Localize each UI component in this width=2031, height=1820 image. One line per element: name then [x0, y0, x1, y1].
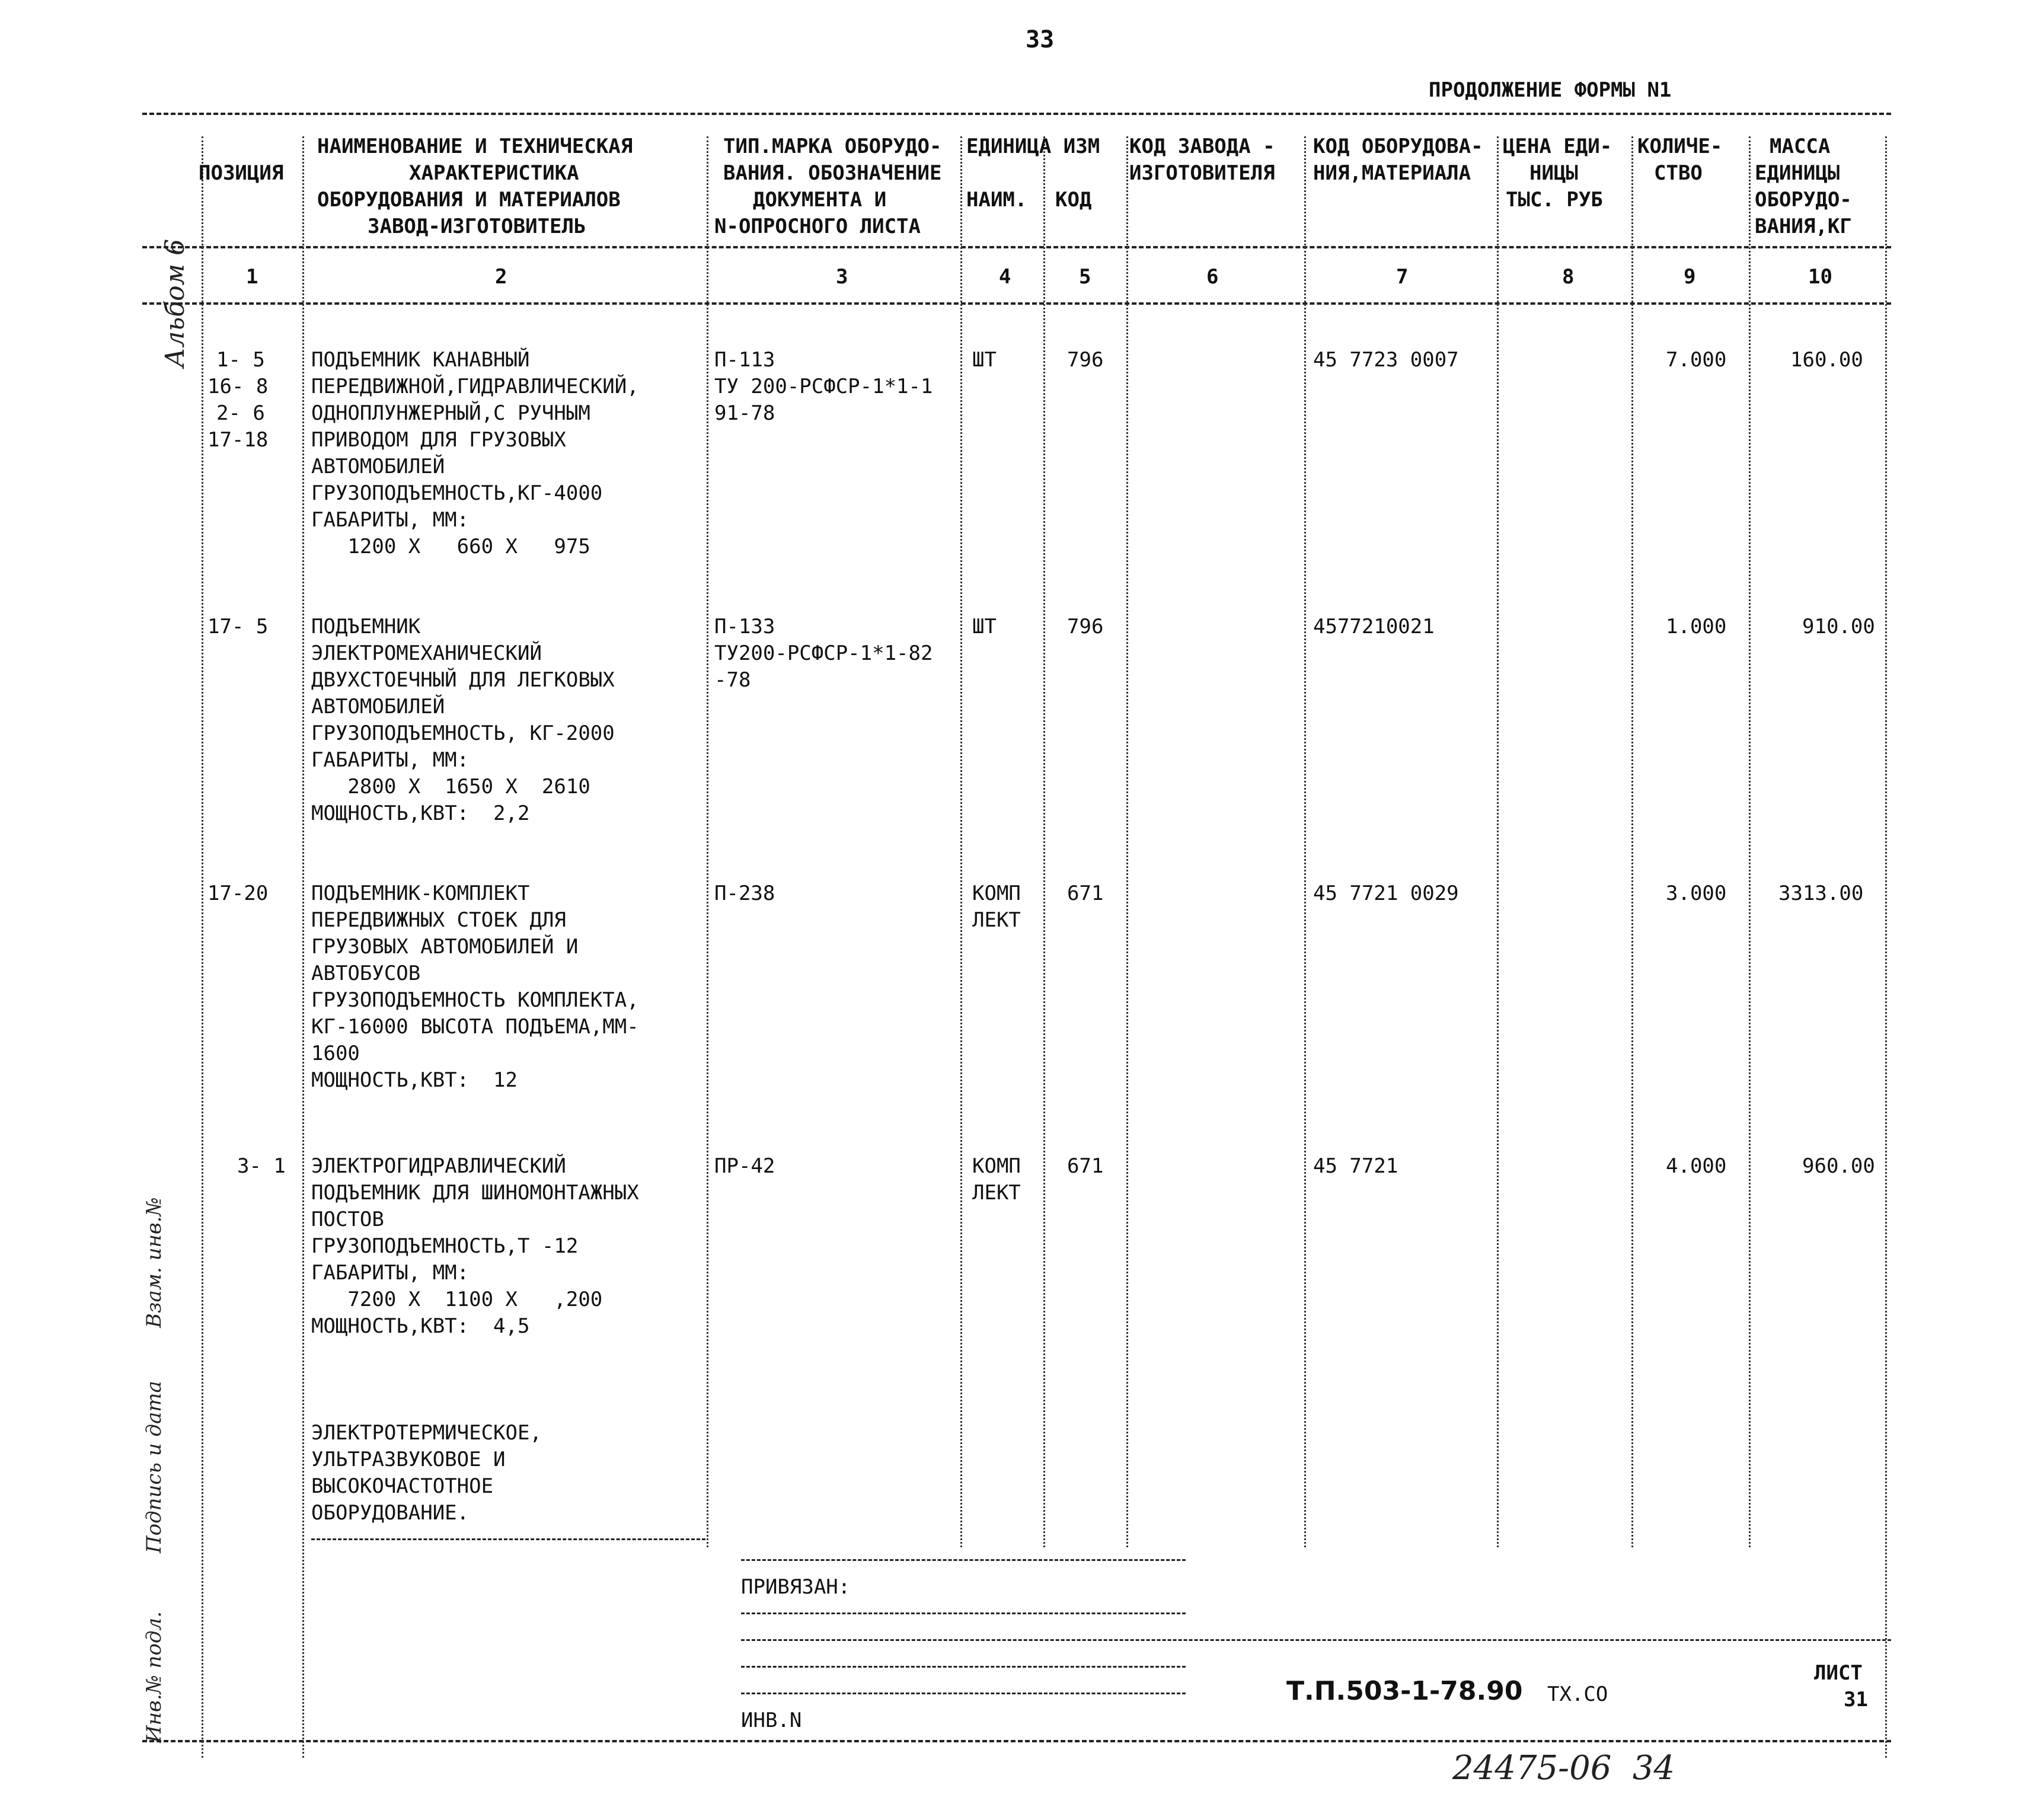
stamp-rule — [741, 1639, 1891, 1641]
page-number: 33 — [1026, 26, 1055, 53]
position: 1- 5 — [216, 348, 265, 372]
column-number: 1 — [246, 265, 258, 289]
item-name: ГРУЗОВЫХ АВТОМОБИЛЕЙ И — [311, 935, 579, 959]
item-name: ОДНОПЛУНЖЕРНЫЙ,С РУЧНЫМ — [311, 401, 590, 425]
column-number: 6 — [1206, 265, 1219, 289]
material-code: 4577210021 — [1313, 615, 1435, 638]
mass: 910.00 — [1802, 615, 1875, 638]
item-name: МОЩНОСТЬ,КВТ: 2,2 — [311, 802, 530, 825]
col-sep-9 — [1631, 136, 1633, 1547]
quantity: 4.000 — [1666, 1154, 1727, 1178]
column-number: 2 — [495, 265, 507, 289]
section-underline — [311, 1538, 705, 1540]
position: 17-18 — [207, 428, 269, 452]
col-sep-2 — [302, 136, 304, 1758]
item-name: ГРУЗОПОДЪЕМНОСТЬ, КГ-2000 — [311, 721, 615, 745]
item-name: 7200 X 1100 X ,200 — [311, 1288, 603, 1311]
column-number: 5 — [1079, 265, 1091, 289]
unit-name: КОМП — [972, 882, 1021, 905]
tied-label: ПРИВЯЗАН: — [741, 1575, 851, 1599]
material-code: 45 7721 — [1313, 1154, 1398, 1178]
col-sep-10 — [1749, 136, 1751, 1547]
item-name: КГ-16000 ВЫСОТА ПОДЪЕМА,ММ- — [311, 1015, 639, 1039]
unit-code: 671 — [1067, 882, 1104, 905]
col-sep-1 — [202, 136, 203, 1758]
material-code: 45 7723 0007 — [1313, 348, 1459, 372]
column-number: 7 — [1396, 265, 1409, 289]
side-label-signature-date: Подпись и дата — [142, 1381, 166, 1553]
item-name: ПОДЪЕМНИК КАНАВНЫЙ — [311, 348, 530, 372]
material-code: 45 7721 0029 — [1313, 882, 1459, 905]
table-bottom-rule — [142, 1740, 1891, 1742]
item-name: ПОДЪЕМНИК-КОМПЛЕКТ — [311, 882, 530, 905]
col-sep-3 — [707, 136, 708, 1547]
stamp-rule — [741, 1613, 1186, 1614]
item-name: АВТОМОБИЛЕЙ — [311, 455, 445, 478]
side-label-inv-original: Инв.№ подл. — [142, 1611, 166, 1743]
unit-name: ЛЕКТ — [972, 1181, 1021, 1205]
sheet-label: ЛИСТ — [1814, 1661, 1863, 1685]
position: 3- 1 — [237, 1154, 286, 1178]
type-mark: П-238 — [714, 882, 775, 905]
unit-name: ШТ — [972, 348, 997, 372]
item-name: ГРУЗОПОДЪЕМНОСТЬ,Т -12 — [311, 1234, 579, 1258]
mass: 960.00 — [1802, 1154, 1875, 1178]
type-mark: П-133 — [714, 615, 775, 638]
quantity: 3.000 — [1666, 882, 1727, 905]
inv-label: ИНВ.N — [741, 1709, 802, 1732]
col-sep-7 — [1304, 136, 1306, 1547]
unit-name: КОМП — [972, 1154, 1021, 1178]
mass: 160.00 — [1790, 348, 1863, 372]
item-name: ЭЛЕКТРОГИДРАВЛИЧЕСКИЙ — [311, 1154, 566, 1178]
column-numbers-rule — [142, 302, 1891, 305]
type-mark: П-113 — [714, 348, 775, 372]
col-sep-8 — [1497, 136, 1499, 1547]
quantity: 7.000 — [1666, 348, 1727, 372]
doc-suffix: ТХ.СО — [1547, 1682, 1608, 1706]
type-mark: ТУ 200-РСФСР-1*1-1 — [714, 375, 933, 398]
col-sep-11 — [1885, 136, 1887, 1758]
handwritten-footer: 24475-06 34 — [1452, 1749, 1675, 1787]
quantity: 1.000 — [1666, 615, 1727, 638]
unit-name: ШТ — [972, 615, 997, 638]
item-name: ДВУХСТОЕЧНЫЙ ДЛЯ ЛЕГКОВЫХ — [311, 668, 615, 692]
item-name: ПЕРЕДВИЖНОЙ,ГИДРАВЛИЧЕСКИЙ, — [311, 375, 639, 398]
form-title: ПРОДОЛЖЕНИЕ ФОРМЫ N1 — [1429, 78, 1672, 102]
type-mark: 91-78 — [714, 401, 775, 425]
item-name: ПЕРЕДВИЖНЫХ СТОЕК ДЛЯ — [311, 908, 566, 932]
item-name: ГРУЗОПОДЪЕМНОСТЬ КОМПЛЕКТА, — [311, 988, 639, 1012]
position: 16- 8 — [207, 375, 269, 398]
unit-code: 796 — [1067, 615, 1104, 638]
column-number: 3 — [836, 265, 848, 289]
item-name: ПРИВОДОМ ДЛЯ ГРУЗОВЫХ — [311, 428, 566, 452]
doc-code: Т.П.503-1-78.90 — [1286, 1676, 1523, 1706]
unit-code: 796 — [1067, 348, 1104, 372]
position: 17-20 — [207, 882, 269, 905]
album-label: Альбом 6 — [160, 238, 190, 368]
item-name: ГАБАРИТЫ, ММ: — [311, 748, 470, 772]
type-mark: -78 — [714, 668, 751, 692]
column-number: 10 — [1808, 265, 1832, 289]
unit-name: ЛЕКТ — [972, 908, 1021, 932]
item-name: ПОДЪЕМНИК — [311, 615, 421, 638]
sheet-number: 31 — [1844, 1688, 1868, 1712]
stamp-rule — [741, 1666, 1186, 1668]
column-number: 9 — [1684, 265, 1696, 289]
col-sep-5 — [1043, 136, 1045, 1547]
type-mark: ТУ200-РСФСР-1*1-82 — [714, 641, 933, 665]
item-name: ПОСТОВ — [311, 1208, 384, 1231]
position: 2- 6 — [216, 401, 265, 425]
item-name: МОЩНОСТЬ,КВТ: 12 — [311, 1068, 518, 1092]
mass: 3313.00 — [1778, 882, 1864, 905]
item-name: ГРУЗОПОДЪЕМНОСТЬ,КГ-4000 — [311, 481, 603, 505]
col-sep-6 — [1126, 136, 1128, 1547]
item-name: 2800 X 1650 X 2610 — [311, 775, 590, 799]
item-name: АВТОМОБИЛЕЙ — [311, 695, 445, 719]
item-name: ЭЛЕКТРОМЕХАНИЧЕСКИЙ — [311, 641, 542, 665]
item-name: АВТОБУСОВ — [311, 962, 421, 985]
position: 17- 5 — [207, 615, 269, 638]
table-top-rule — [142, 113, 1891, 115]
column-number: 4 — [999, 265, 1011, 289]
side-label-replacement-inv: Взам. инв.№ — [142, 1197, 166, 1328]
item-name: МОЩНОСТЬ,КВТ: 4,5 — [311, 1314, 530, 1338]
item-name: 1200 X 660 X 975 — [311, 535, 590, 558]
unit-code: 671 — [1067, 1154, 1104, 1178]
header-bottom-rule — [142, 246, 1891, 248]
item-name: ГАБАРИТЫ, ММ: — [311, 508, 470, 532]
stamp-rule — [741, 1559, 1186, 1561]
type-mark: ПР-42 — [714, 1154, 775, 1178]
stamp-rule — [741, 1693, 1186, 1694]
item-name: ПОДЪЕМНИК ДЛЯ ШИНОМОНТАЖНЫХ — [311, 1181, 639, 1205]
item-name: ГАБАРИТЫ, ММ: — [311, 1261, 470, 1285]
item-name: 1600 — [311, 1042, 360, 1065]
col-sep-4 — [960, 136, 962, 1547]
column-number: 8 — [1562, 265, 1575, 289]
